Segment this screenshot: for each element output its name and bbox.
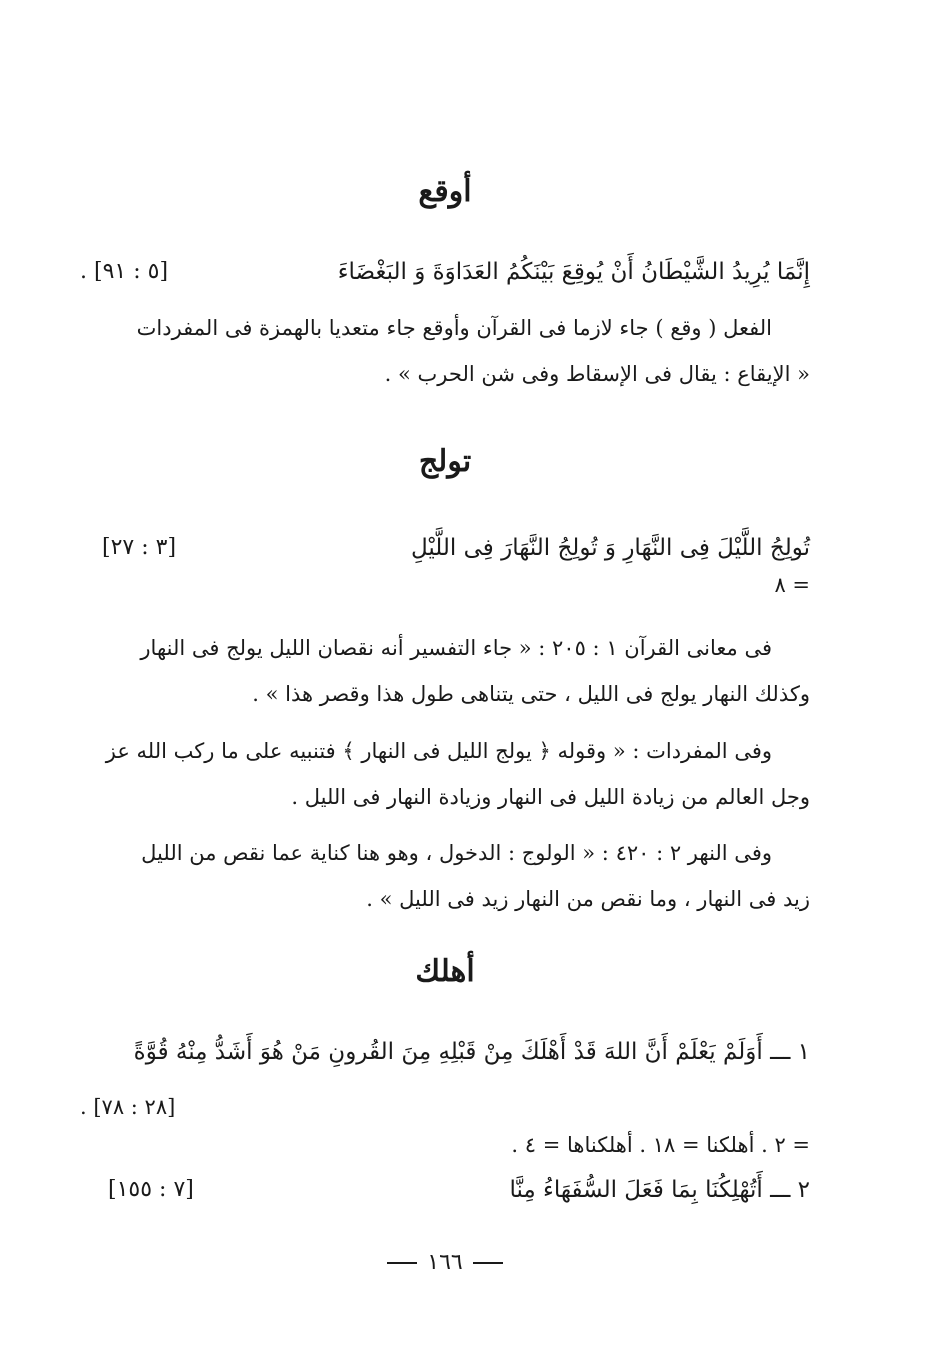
page-number [80, 1248, 810, 1278]
paragraph-line: وفى النهر ٢ : ٤٢٠ : « الولوج : الدخول ، وهو هنا كناية عما نقص من الليل [141, 841, 772, 865]
page-number-text: ١٦٦ [427, 1250, 463, 1275]
dash-decoration [387, 1262, 417, 1264]
quran-verse: ٢ ـــ أَتُهْلِكُنَا بِمَا فَعَلَ السُّفَهَاءُ مِنَّا [509, 1177, 810, 1203]
paragraph-line: وجل العالم من زيادة الليل فى النهار وزيادة النهار فى الليل . [291, 785, 810, 809]
verse-line [80, 1032, 810, 1072]
paragraph [80, 625, 810, 717]
paragraph [80, 305, 810, 397]
section-heading-awqa: أوقع [418, 174, 472, 209]
book-page [80, 0, 810, 1355]
paragraph-line: الفعل ( وقع ) جاء لازما فى القرآن وأوقع جاء متعديا بالهمزة فى المفردات [136, 316, 772, 340]
paragraph-line: فى معانى القرآن ١ : ٢٠٥ : « جاء التفسير أنه نقصان الليل يولج فى النهار [140, 636, 772, 660]
verse-reference: [٥ : ٩١] . [80, 259, 169, 284]
verse-reference: [٢٨ : ٧٨] . [80, 1095, 176, 1119]
verse-reference: [٧ : ١٥٥] [108, 1177, 194, 1202]
section-heading-ahlaka: أهلك [415, 954, 475, 989]
paragraph-line: زيد فى النهار ، وما نقص من النهار زيد فى الليل » . [366, 887, 810, 911]
paragraph [80, 728, 810, 820]
paragraph-line: وفى المفردات : « وقوله ﴿ يولج الليل فى النهار ﴾ فتنبيه على ما ركب الله عز [105, 739, 772, 763]
quran-verse: تُولِجُ اللَّيْلَ فِى النَّهَارِ وَ تُولِجُ النَّهَارَ فِى اللَّيْلِ [410, 535, 810, 561]
paragraph-line: وكذلك النهار يولج فى الليل ، حتى يتناهى طول هذا وقصر هذا » . [252, 682, 810, 706]
quran-verse: إِنَّمَا يُرِيدُ الشَّيْطَانُ أَنْ يُوقِعَ بَيْنَكُمُ العَدَاوَةَ وَ البَغْضَاءَ [337, 259, 810, 285]
verse-count-note: = ٨ [774, 573, 810, 597]
section-heading-tulij: تولج [418, 444, 472, 479]
paragraph [80, 830, 810, 922]
paragraph-line: « الإيقاع : يقال فى الإسقاط وفى شن الحرب » . [384, 362, 810, 386]
quran-verse: ١ ـــ أَوَلَمْ يَعْلَمْ أَنَّ اللهَ قَدْ أَهْلَكَ مِنْ قَبْلِهِ مِنَ القُرونِ مَنْ هُوَ أَشَدُّ مِنْهُ قُوَّةً [133, 1039, 810, 1065]
verse-line [80, 252, 810, 292]
dash-decoration [473, 1262, 503, 1264]
verse-line [80, 528, 810, 568]
verse-reference: [٣ : ٢٧] [102, 535, 177, 560]
verse-count-note: = ٢ . أهلكنا = ١٨ . أهلكناها = ٤ . [511, 1133, 810, 1157]
verse-line [80, 1170, 810, 1210]
